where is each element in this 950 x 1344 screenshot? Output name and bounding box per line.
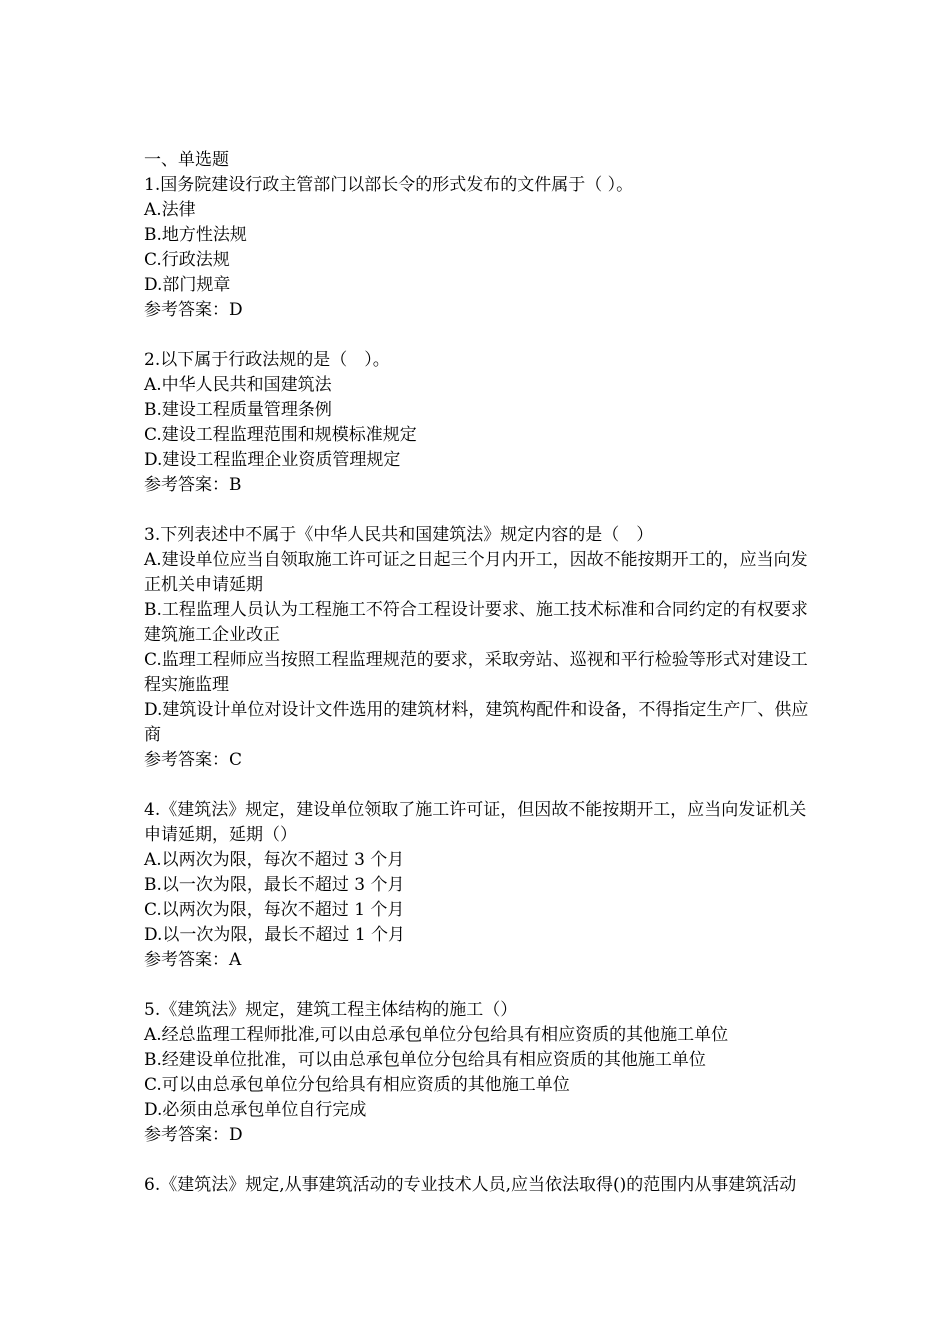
question-stem: 4.《建筑法》规定，建设单位领取了施工许可证，但因故不能按期开工，应当向发证机关申请延期，延期（）: [144, 800, 807, 845]
option-d: D.部门规章: [144, 275, 231, 295]
question-2: [144, 348, 812, 498]
spacer: [144, 498, 812, 523]
option-d: D.以一次为限，最长不超过 1 个月: [144, 925, 406, 945]
question-4: [144, 798, 812, 973]
answer-key: 参考答案：A: [144, 950, 242, 970]
question-3: [144, 523, 812, 773]
question-stem: 3.下列表述中不属于《中华人民共和国建筑法》规定内容的是（ ）: [144, 525, 654, 545]
question-6: [144, 1173, 812, 1198]
option-c: C.建设工程监理范围和规模标准规定: [144, 425, 417, 445]
option-c: C.以两次为限，每次不超过 1 个月: [144, 900, 405, 920]
option-a: A.中华人民共和国建筑法: [144, 375, 332, 395]
answer-key: 参考答案：D: [144, 1125, 243, 1145]
question-1: [144, 173, 812, 323]
section-title: 一、单选题: [144, 150, 229, 170]
answer-key: 参考答案：C: [144, 750, 243, 770]
option-c: C.监理工程师应当按照工程监理规范的要求，采取旁站、巡视和平行检验等形式对建设工程实施监理: [144, 650, 808, 695]
answer-key: 参考答案：D: [144, 300, 243, 320]
spacer: [144, 973, 812, 998]
option-a: A.法律: [144, 200, 196, 220]
spacer: [144, 773, 812, 798]
option-b: B.以一次为限，最长不超过 3 个月: [144, 875, 405, 895]
option-b: B.建设工程质量管理条例: [144, 400, 332, 420]
spacer: [144, 1148, 812, 1173]
option-c: C.可以由总承包单位分包给具有相应资质的其他施工单位: [144, 1075, 570, 1095]
option-a: A.建设单位应当自领取施工许可证之日起三个月内开工，因故不能按期开工的，应当向发正机关申请延期: [144, 550, 808, 595]
option-b: B.地方性法规: [144, 225, 247, 245]
option-b: B.经建设单位批准，可以由总承包单位分包给具有相应资质的其他施工单位: [144, 1050, 706, 1070]
option-d: D.必须由总承包单位自行完成: [144, 1100, 367, 1120]
question-stem: 6.《建筑法》规定,从事建筑活动的专业技术人员,应当依法取得()的范围内从事建筑活动: [144, 1175, 797, 1195]
document-page: [144, 148, 812, 1198]
answer-key: 参考答案：B: [144, 475, 242, 495]
option-d: D.建筑设计单位对设计文件选用的建筑材料，建筑构配件和设备，不得指定生产厂、供应商: [144, 700, 809, 745]
option-b: B.工程监理人员认为工程施工不符合工程设计要求、施工技术标准和合同约定的有权要求建筑施工企业改正: [144, 600, 808, 645]
question-stem: 5.《建筑法》规定，建筑工程主体结构的施工（）: [144, 1000, 518, 1020]
option-a: A.以两次为限，每次不超过 3 个月: [144, 850, 405, 870]
option-c: C.行政法规: [144, 250, 230, 270]
question-5: [144, 998, 812, 1148]
question-stem: 2.以下属于行政法规的是（ ）。: [144, 350, 390, 370]
option-a: A.经总监理工程师批准,可以由总承包单位分包给具有相应资质的其他施工单位: [144, 1025, 729, 1045]
spacer: [144, 323, 812, 348]
option-d: D.建设工程监理企业资质管理规定: [144, 450, 401, 470]
question-stem: 1.国务院建设行政主管部门以部长令的形式发布的文件属于（ ）。: [144, 175, 634, 195]
